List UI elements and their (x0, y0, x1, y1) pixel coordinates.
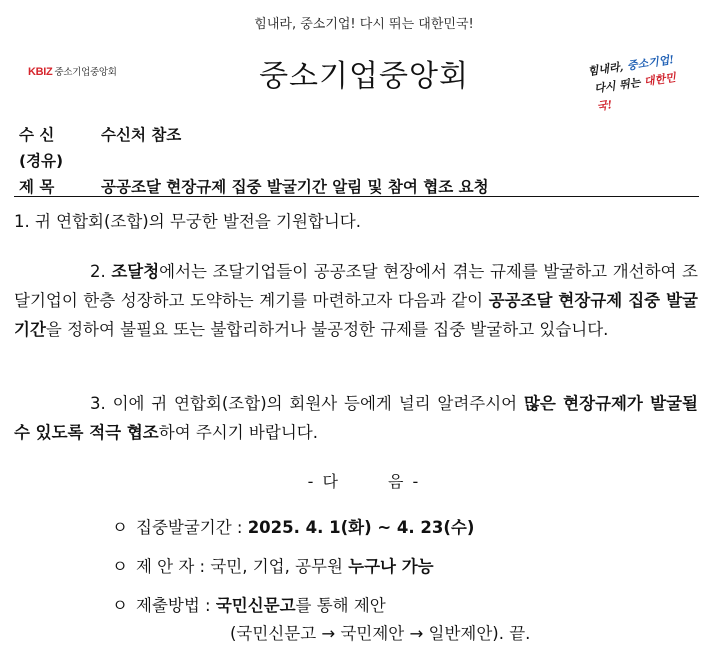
calligraphy-line1b: 중소기업! (626, 53, 675, 73)
details-heading-left: - 다 (307, 472, 340, 491)
kbiz-logo-text: 중소기업중앙회 (54, 67, 117, 78)
bullet-icon: ㅇ (112, 596, 128, 615)
top-slogan: 힘내라, 중소기업! 다시 뛰는 대한민국! (254, 17, 474, 32)
via-label: (경유) (19, 152, 64, 170)
p2-emphasis: 공공조달 현장규제 집중 발굴기간 (14, 291, 698, 339)
p3-text: 3. 이에 귀 연합회(조합)의 회원사 등에게 널리 알려주시어 (90, 394, 524, 413)
detail-proposer (112, 553, 434, 577)
method-label: 제출방법 : (136, 596, 216, 615)
bullet-icon: ㅇ (112, 557, 128, 576)
calligraphy-line2b: 대한민국! (595, 71, 677, 114)
recipient-label: 수 신 (19, 126, 55, 144)
method-value: 국민신문고 (215, 596, 296, 615)
detail-method (112, 592, 386, 616)
bullet-icon: ㅇ (112, 518, 128, 537)
recipient-value: 수신처 참조 (101, 126, 182, 144)
p2-agency: 조달청 (111, 262, 160, 281)
header-divider (14, 196, 699, 197)
organization-title: 중소기업중앙회 (259, 59, 469, 94)
p3-emphasis: 많은 현장규제가 발굴될 수 있도록 적극 협조 (14, 394, 698, 442)
subject-label: 제 목 (19, 178, 55, 196)
kbiz-logo-mark: KBIZ (28, 66, 53, 78)
period-value: 2025. 4. 1(화) ~ 4. 23(수) (247, 518, 475, 537)
calligraphy-line1a: 힘내라, (587, 59, 628, 79)
period-label: 집중발굴기간 : (136, 518, 248, 537)
subject-value: 공공조달 현장규제 집중 발굴기간 알림 및 참여 협조 요청 (101, 178, 489, 196)
p2-text-end: 을 정하여 불필요 또는 불합리하거나 불공정한 규제를 집중 발굴하고 있습니다. (45, 320, 609, 339)
paragraph-1: 1. 귀 연합회(조합)의 무궁한 발전을 기원합니다. (14, 212, 361, 231)
p2-number: 2. (90, 262, 112, 281)
details-heading-right: 음 - (388, 472, 421, 491)
proposer-value: 누구나 가능 (348, 557, 434, 576)
proposer-label: 제 안 자 : 국민, 기업, 공무원 (136, 557, 349, 576)
calligraphy-line2a: 다시 뛰는 (593, 75, 645, 96)
method-suffix: 를 통해 제안 (295, 596, 386, 615)
detail-period (112, 514, 474, 538)
p3-text-end: 하여 주시기 바랍니다. (158, 423, 318, 442)
paragraph-2 (14, 257, 698, 344)
details-heading (0, 469, 728, 492)
paragraph-3 (14, 389, 698, 447)
p2-text: 에서는 조달기업들이 공공조달 현장에서 겪는 규제를 발굴하고 개선하여 조달기업이 한층 성장하고 도약하는 계기를 마련하고자 다음과 같이 (14, 262, 698, 310)
method-path: (국민신문고 → 국민제안 → 일반제안). 끝. (230, 624, 531, 643)
